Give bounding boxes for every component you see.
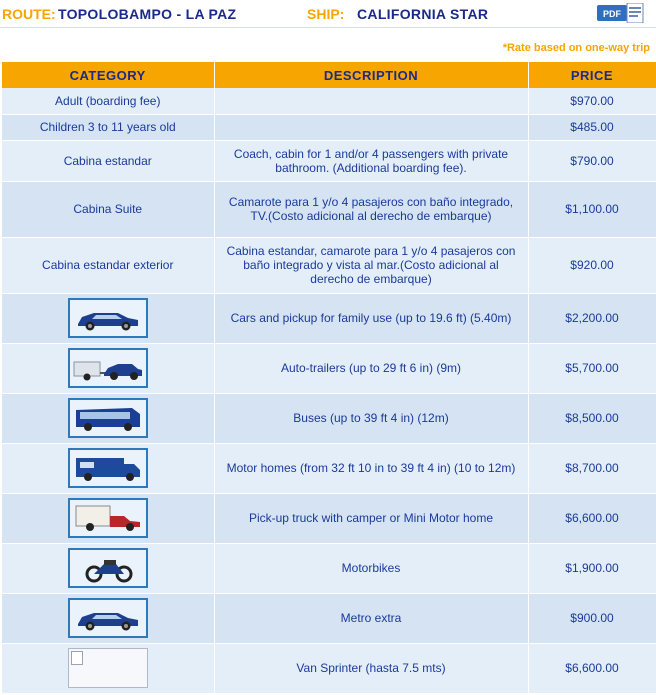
table-row	[2, 643, 656, 693]
row-price: $485.00	[528, 114, 656, 140]
row-description: Coach, cabin for 1 and/or 4 passengers with private bathroom. (Additional boarding fee).	[214, 140, 528, 181]
ship-value: CALIFORNIA STAR	[357, 6, 489, 22]
table-row	[2, 114, 656, 140]
row-price: $6,600.00	[528, 493, 656, 543]
row-category: Cabina Suite	[2, 181, 214, 237]
row-price: $2,200.00	[528, 293, 656, 343]
row-description	[214, 88, 528, 114]
bus-image	[68, 398, 148, 438]
row-category: Cabina estandar	[2, 140, 214, 181]
table-row	[2, 593, 656, 643]
rates-table	[2, 62, 656, 694]
row-category	[2, 443, 214, 493]
rate-note: *Rate based on one-way trip	[502, 42, 650, 54]
row-price: $920.00	[528, 237, 656, 293]
table-row	[2, 493, 656, 543]
row-description: Pick-up truck with camper or Mini Motor home	[214, 493, 528, 543]
motorhome-image	[68, 448, 148, 488]
row-price: $6,600.00	[528, 643, 656, 693]
table-row	[2, 140, 656, 181]
row-description: Metro extra	[214, 593, 528, 643]
table-row	[2, 88, 656, 114]
pickup-camper-image	[68, 498, 148, 538]
table-row	[2, 443, 656, 493]
row-description: Motorbikes	[214, 543, 528, 593]
table-row	[2, 293, 656, 343]
row-description: Van Sprinter (hasta 7.5 mts)	[214, 643, 528, 693]
row-price: $790.00	[528, 140, 656, 181]
row-description	[214, 114, 528, 140]
col-header-category: CATEGORY	[2, 62, 214, 88]
row-category	[2, 393, 214, 443]
broken-image-icon	[71, 651, 83, 665]
table-header-row	[2, 62, 656, 88]
row-description: Cars and pickup for family use (up to 19.6 ft) (5.40m)	[214, 293, 528, 343]
motorbike-image	[68, 548, 148, 588]
broken-image	[68, 648, 148, 688]
route-header	[0, 0, 656, 28]
table-row	[2, 543, 656, 593]
row-category: Adult (boarding fee)	[2, 88, 214, 114]
row-description: Camarote para 1 y/o 4 pasajeros con baño integrado, TV.(Costo adicional al derecho de embarque)	[214, 181, 528, 237]
row-description: Buses (up to 39 ft 4 in) (12m)	[214, 393, 528, 443]
row-description: Auto-trailers (up to 29 ft 6 in) (9m)	[214, 343, 528, 393]
row-category: Cabina estandar exterior	[2, 237, 214, 293]
car-image	[68, 298, 148, 338]
ship-label: SHIP:	[307, 6, 345, 22]
row-price: $8,500.00	[528, 393, 656, 443]
row-price: $1,100.00	[528, 181, 656, 237]
car-image	[68, 598, 148, 638]
row-price: $5,700.00	[528, 343, 656, 393]
row-category: Children 3 to 11 years old	[2, 114, 214, 140]
header-divider	[0, 27, 656, 28]
pdf-download-button[interactable]	[597, 3, 645, 23]
col-header-description: DESCRIPTION	[214, 62, 528, 88]
table-row	[2, 343, 656, 393]
route-value: TOPOLOBAMPO - LA PAZ	[58, 6, 237, 22]
table-row	[2, 393, 656, 443]
row-category	[2, 343, 214, 393]
pdf-icon	[597, 3, 645, 23]
pdf-label: PDF	[603, 9, 621, 19]
row-category	[2, 593, 214, 643]
row-price: $970.00	[528, 88, 656, 114]
table-row	[2, 237, 656, 293]
route-label: ROUTE:	[2, 6, 56, 22]
row-category	[2, 543, 214, 593]
row-category	[2, 493, 214, 543]
col-header-price: PRICE	[528, 62, 656, 88]
row-category	[2, 643, 214, 693]
row-category	[2, 293, 214, 343]
row-price: $8,700.00	[528, 443, 656, 493]
car-trailer-image	[68, 348, 148, 388]
row-price: $1,900.00	[528, 543, 656, 593]
table-row	[2, 181, 656, 237]
row-description: Motor homes (from 32 ft 10 in to 39 ft 4 in) (10 to 12m)	[214, 443, 528, 493]
row-description: Cabina estandar, camarote para 1 y/o 4 pasajeros con baño integrado y vista al mar.(Costo adicional al derecho de embarque)	[214, 237, 528, 293]
row-price: $900.00	[528, 593, 656, 643]
